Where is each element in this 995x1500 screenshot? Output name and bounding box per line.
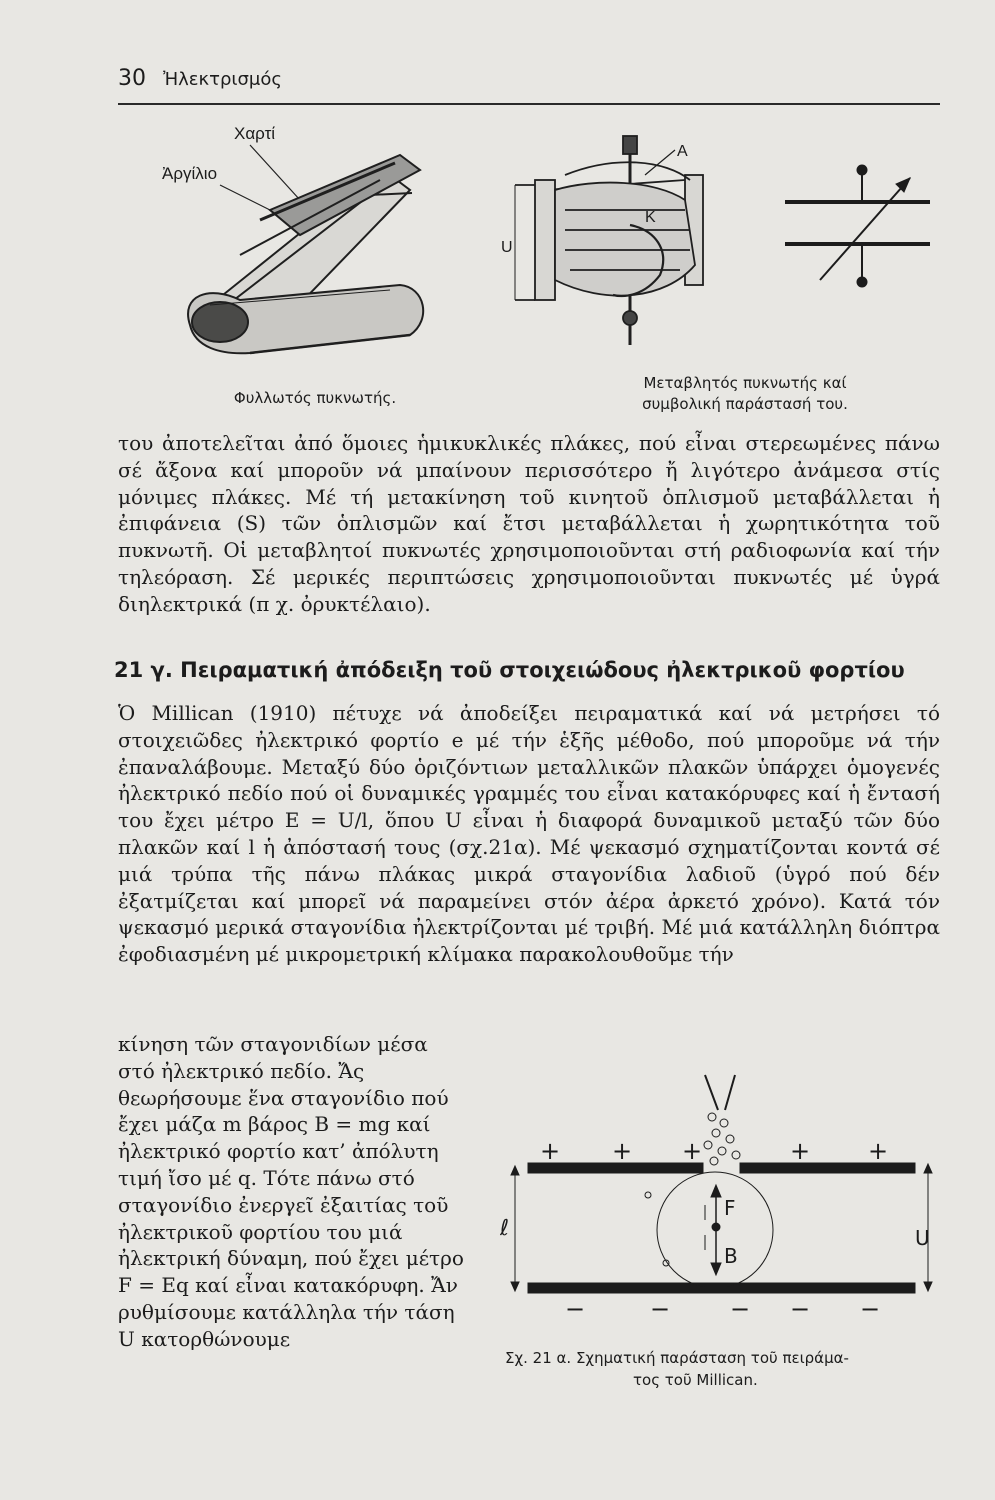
paragraph-3: κίνηση τῶν σταγονιδίων μέσα στό ἠλεκτρικό πεδίο. Ἄς θεωρήσουμε ἕνα σταγονίδιο πού ἔχει μάζα m βάρος B = mg καί ἠλεκτρικό φορτίο κατ’ ἀπόλυτη τιμή ἴσο μέ q. Τότε πάνω στό σταγονίδιο ἐνεργεῖ ἐξαιτίας τοῦ ἠλεκτρικοῦ φορτίου του μιά ἠλεκτρική δύναμη, πού ἔχει μέτρο F = Eq καί εἶναι κατακόρυφη. Ἄν ρυθμίσουμε κατάλληλα τήν τάση U κατορθώνουμε (118, 1032, 464, 1351)
variable-capacitor-symbol (770, 150, 935, 300)
section-title: Ἠλεκτρισμός (163, 69, 282, 90)
plus-sign-3: + (682, 1137, 703, 1165)
foil-capacitor-figure (150, 115, 450, 375)
section-heading: 21 γ. Πειραματική ἀπόδειξη τοῦ στοιχειώδους ἠλεκτρικοῦ φορτίου (114, 658, 905, 682)
plus-sign-1: + (540, 1137, 561, 1165)
millikan-caption-line-2: τος τοῦ Millican. (633, 1371, 758, 1389)
label-l: ℓ (500, 1216, 510, 1241)
minus-sign-4: − (790, 1295, 811, 1323)
header-rule (118, 103, 940, 105)
variable-capacitor-caption-line-1: Μεταβλητός πυκνωτής καί (643, 374, 847, 392)
label-f: F (724, 1196, 736, 1220)
plus-sign-5: + (868, 1137, 889, 1165)
minus-sign-1: − (565, 1295, 586, 1323)
plus-sign-4: + (790, 1137, 811, 1165)
variable-capacitor-figure (495, 130, 730, 355)
minus-sign-3: − (730, 1295, 751, 1323)
paragraph-2: Ὁ Millican (1910) πέτυχε νά ἀποδείξει πειραματικά καί νά μετρήσει τό στοιχειῶδες ἠλεκτρικό φορτίο e μέ τήν ἑξῆς μέθοδο, πού μποροῦμε νά τήν ἐπαναλάβουμε. Μεταξύ δύο ὁριζόντιων μεταλλικῶν πλακῶν ὑπάρχει ὁμογενές ἠλεκτρικό πεδίο πού οἱ δυναμικές γραμμές του εἶναι κατακόρυφες καί ἡ ἔντασή του ἔχει μέτρο E = U/l, ὅπου U εἶναι ἡ διαφορά δυναμικοῦ μεταξύ τῶν δύο πλακῶν καί l ἡ ἀπόστασή τους (σχ.21α). Μέ ψεκασμό σχηματίζονται κοντά σέ μιά τρύπα τῆς πάνω πλάκας μικρά σταγονίδια λαδιοῦ (ὑγρό πού δέν ἐξατμίζεται καί μπορεῖ νά παραμείνει στόν ἀέρα ἀρκετό χρόνο). Κατά τόν ψεκασμό μερικά σταγονίδια ἠλεκτρίζονται μέ τριβή. Μέ μιά κατάλληλη διόπτρα ἐφοδιασμένη μέ μικρομετρική κλίμακα παρακολουθοῦμε τήν (118, 701, 940, 967)
millikan-caption (505, 1347, 945, 1391)
variable-capacitor-drawing (515, 136, 703, 345)
plus-sign-2: + (612, 1137, 633, 1165)
rolled-foil-drawing (188, 155, 423, 353)
label-b: B (724, 1244, 738, 1268)
label-u: U (501, 239, 513, 256)
paragraph-1: του ἀποτελεῖται ἀπό ὅμοιες ἡμικυκλικές πλάκες, πού εἶναι στερεωμένες πάνω σέ ἄξονα καί μποροῦν νά μπαίνουν περισσότερο ἤ λιγότερο ἀνάμεσα στίς μόνιμες πλάκες. Μέ τή μετακίνηση τοῦ κινητοῦ ὁπλισμοῦ μεταβάλλεται ἡ ἐπιφάνεια (S) τῶν ὁπλισμῶν καί ἔτσι μεταβάλλεται ἡ χωρητικότητα τοῦ πυκνωτῆ. Οἱ μεταβλητοί πυκνωτές χρησιμοποιοῦνται στή ραδιοφωνία καί τήν τηλεόραση. Σέ μερικές περιπτώσεις χρησιμοποιοῦνται πυκνωτές μέ ὑγρά διηλεκτρικά (π χ. ὀρυκτέλαιο). (118, 431, 940, 616)
running-header (118, 66, 282, 91)
label-k: K (645, 209, 656, 226)
foil-capacitor-caption-text: Φυλλωτός πυκνωτής. (233, 389, 397, 407)
foil-capacitor-caption (200, 388, 430, 409)
label-aluminum: Ἀργίλιο (162, 164, 218, 183)
millikan-figure (500, 1055, 940, 1330)
label-u: U (915, 1226, 930, 1250)
page-number: 30 (118, 66, 146, 91)
minus-sign-2: − (650, 1295, 671, 1323)
minus-sign-5: − (860, 1295, 881, 1323)
variable-capacitor-caption-line-2: συμβολική παράστασή του. (642, 395, 848, 413)
variable-capacitor-caption (575, 373, 915, 415)
label-a: A (677, 143, 688, 160)
label-paper: Χαρτί (234, 124, 276, 143)
millikan-caption-line-1: Σχ. 21 α. Σχηματική παράσταση τοῦ πειράμα- (505, 1349, 849, 1367)
